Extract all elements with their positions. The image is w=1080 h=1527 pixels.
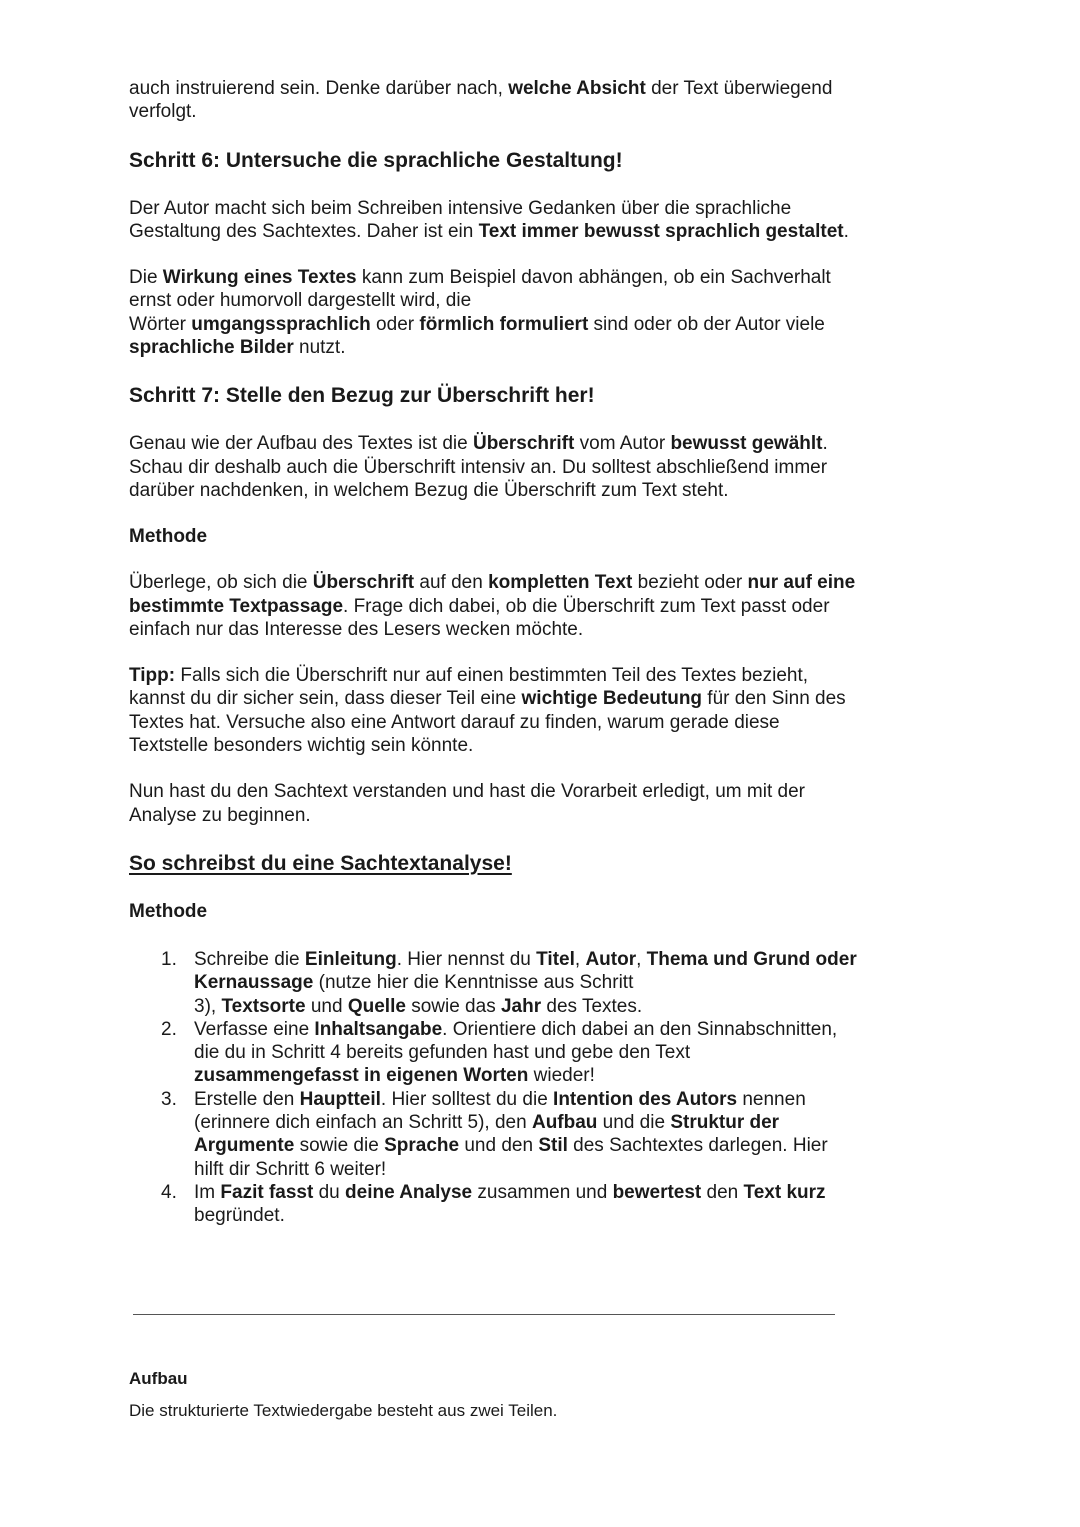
step6-heading: Schritt 6: Untersuche die sprachliche Gestaltung!: [129, 148, 623, 172]
analysis-steps-list: [129, 948, 859, 1228]
text-run: nutzt.: [293, 337, 346, 359]
document-page: [129, 77, 859, 1228]
step7-method-paragraph: [129, 571, 859, 641]
section-divider: [133, 1314, 835, 1315]
bold-run: Jahr: [500, 995, 542, 1017]
bold-run: Text kurz: [743, 1181, 826, 1203]
bold-run: umgangssprachlich: [191, 313, 371, 335]
text-run: vom Autor: [574, 433, 671, 455]
bold-run: Sprache: [384, 1135, 460, 1157]
bold-run: Thema und Grund oder Kernaussage: [194, 948, 857, 994]
text-run: zusammen und: [472, 1181, 613, 1203]
text-run: (nutze hier die Kenntnisse aus Schritt: [313, 972, 634, 994]
step6-paragraph-2: [129, 266, 859, 359]
bold-run: kompletten Text: [488, 572, 633, 594]
bold-run: wichtige Bedeutung: [521, 688, 703, 710]
step6-paragraph-1: [129, 197, 859, 244]
text-run: wieder!: [528, 1065, 595, 1087]
text-run: oder: [370, 313, 420, 335]
closing-paragraph: Nun hast du den Sachtext verstanden und hast die Vorarbeit erledigt, um mit der Analyse zu beginnen.: [129, 781, 805, 826]
text-run: Der Autor macht sich beim Schreiben intensive Gedanken über die sprachliche Gestaltung des Sachtextes. Daher ist ein: [129, 197, 792, 242]
text-run: für den Sinn des Textes hat. Versuche also eine Antwort darauf zu finden, warum gerade diese Textstelle besonders wichtig sein könnte.: [129, 688, 846, 757]
text-run: . Hier nennst du: [396, 948, 537, 970]
bold-run: nur auf eine bestimmte Textpassage: [129, 572, 856, 617]
analysis-heading: So schreibst du eine Sachtextanalyse!: [129, 851, 512, 875]
text-run: . Schau dir deshalb auch die Überschrift intensiv an. Du solltest abschließend immer darüber nachdenken, in welchem Bezug die Überschrift zum Text steht.: [129, 433, 828, 501]
text-run: sowie die: [294, 1135, 385, 1157]
list-item: [194, 1181, 859, 1228]
text-run: 3),: [194, 995, 222, 1017]
bold-run: zusammengefasst in eigenen Worten: [194, 1065, 529, 1087]
analysis-method-heading: Methode: [129, 900, 208, 922]
bold-run: Überschrift: [472, 433, 575, 455]
text-run: Die: [129, 267, 163, 289]
text-run: . Orientiere dich dabei an den Sinnabschnitten, die du in Schritt 4 bereits gefunden hast und gebe den Text: [194, 1018, 838, 1064]
text-run: Verfasse eine: [194, 1018, 315, 1040]
bold-run: Stil: [538, 1135, 568, 1157]
text-run: der Text überwiegend verfolgt.: [129, 78, 833, 123]
bold-run: bewusst gewählt: [670, 433, 823, 455]
text-run: ,: [636, 948, 647, 970]
text-run: Schreibe die: [194, 948, 305, 970]
step7-heading: Schritt 7: Stelle den Bezug zur Überschrift her!: [129, 384, 595, 408]
bold-run: Intention des Autors: [553, 1088, 738, 1110]
text-run: und die: [597, 1112, 671, 1134]
text-run: des Textes.: [541, 995, 643, 1017]
list-item: [194, 1018, 859, 1088]
footer-text: Die strukturierte Textwiedergabe besteht aus zwei Teilen.: [129, 1401, 558, 1420]
tip-paragraph: [129, 664, 859, 757]
text-run: . Frage dich dabei, ob die Überschrift zum Text passt oder einfach nur das Interesse des Lesers wecken möchte.: [129, 595, 830, 640]
text-run: Genau wie der Aufbau des Textes ist die: [129, 433, 473, 455]
bold-run: Quelle: [347, 995, 406, 1017]
bold-run: Text immer bewusst sprachlich gestaltet: [478, 220, 844, 242]
bold-run: Wirkung eines Textes: [162, 267, 357, 289]
text-run: den: [701, 1181, 744, 1203]
text-run: du: [313, 1181, 346, 1203]
bold-run: Aufbau: [531, 1112, 598, 1134]
bold-run: Inhaltsangabe: [314, 1018, 443, 1040]
bold-run: Tipp:: [129, 665, 176, 687]
text-run: nennen (erinnere dich einfach an Schritt 5), den: [194, 1088, 806, 1134]
footer-section: [129, 1369, 859, 1421]
text-run: des Sachtextes darlegen. Hier hilft dir Schritt 6 weiter!: [194, 1135, 828, 1180]
bold-run: Struktur der Argumente: [194, 1112, 780, 1157]
text-run: kann zum Beispiel davon abhängen, ob ein Sachverhalt ernst oder humorvoll dargestellt wird, die: [129, 267, 831, 312]
bold-run: Überschrift: [312, 572, 415, 594]
bold-run: deine Analyse: [345, 1181, 473, 1203]
text-run: . Hier solltest du die: [380, 1088, 554, 1110]
text-run: begründet.: [194, 1205, 285, 1227]
intro-paragraph: [129, 77, 859, 124]
bold-run: Einleitung: [304, 948, 397, 970]
bold-run: Fazit fasst: [220, 1181, 314, 1203]
list-item: [194, 1088, 859, 1181]
bold-run: Titel: [536, 948, 575, 970]
bold-run: Autor: [585, 948, 637, 970]
text-run: bezieht oder: [632, 572, 748, 594]
bold-run: welche Absicht: [508, 78, 646, 99]
bold-run: sprachliche Bilder: [129, 337, 294, 359]
text-run: .: [843, 220, 849, 242]
text-run: Im: [194, 1181, 221, 1203]
text-run: auf den: [414, 572, 489, 594]
step7-method-heading: Methode: [129, 526, 208, 548]
text-run: sind oder ob der Autor viele: [588, 313, 825, 335]
text-run: Falls sich die Überschrift nur auf einen bestimmten Teil des Textes bezieht, kannst du dir sicher sein, dass dieser Teil eine: [129, 665, 809, 710]
step7-paragraph-1: [129, 432, 859, 502]
bold-run: Hauptteil: [299, 1088, 381, 1110]
text-run: Erstelle den: [194, 1088, 300, 1110]
bold-run: Textsorte: [221, 995, 306, 1017]
text-run: auch instruierend sein. Denke darüber nach,: [129, 78, 509, 99]
text-run: Überlege, ob sich die: [129, 572, 313, 594]
text-run: und: [305, 995, 348, 1017]
text-run: sowie das: [405, 995, 501, 1017]
text-run: ,: [574, 948, 586, 970]
text-run: Wörter: [129, 313, 192, 335]
bold-run: bewertest: [612, 1181, 702, 1203]
text-run: und den: [459, 1135, 539, 1157]
list-item: [194, 948, 859, 1018]
bold-run: förmlich formuliert: [419, 313, 589, 335]
footer-heading: Aufbau: [129, 1369, 188, 1388]
